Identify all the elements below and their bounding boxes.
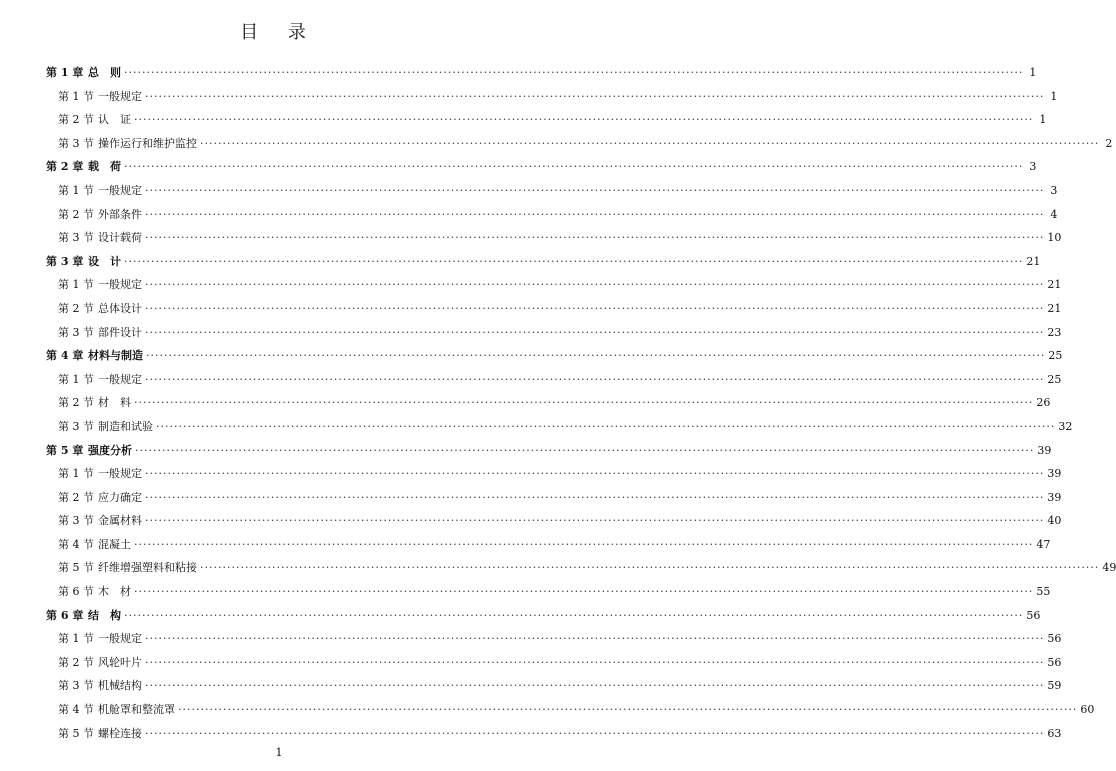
toc-entry-number: 第 5 节 (58, 726, 94, 740)
toc-entry-title: 一般规定 (98, 183, 142, 197)
dot-leader: ········································································································································································································ (146, 349, 1046, 363)
toc-entry-page: 21 (1047, 278, 1062, 292)
dot-leader: ········································································································································································································ (124, 66, 1024, 79)
toc-entry-number: 第 3 章 (46, 254, 84, 268)
toc-entry-page: 60 (1080, 703, 1095, 717)
toc-entry-number: 第 6 章 (46, 608, 84, 622)
dot-leader: ········································································································································································································ (134, 396, 1034, 410)
toc-entry-page: 63 (1047, 726, 1062, 740)
toc-section-row[interactable] (46, 465, 1062, 489)
toc-entry-title: 一般规定 (98, 632, 142, 646)
toc-section-row[interactable] (46, 206, 1058, 230)
toc-entry-page: 26 (1036, 396, 1051, 410)
dot-leader: ········································································································································································································ (134, 113, 1034, 127)
toc-section-row[interactable] (46, 512, 1062, 536)
toc-entry-number: 第 3 节 (58, 231, 94, 245)
toc-entry-number: 第 6 节 (58, 585, 94, 599)
toc-entry-label (58, 418, 153, 434)
dot-leader: ········································································································································································································ (124, 254, 1024, 268)
dot-leader: ········································································································································································································ (145, 490, 1045, 504)
toc-section-row[interactable] (46, 394, 1051, 418)
page-title: 目 录 (240, 22, 318, 43)
toc-entry-page: 39 (1037, 443, 1052, 457)
toc-entry-title: 设计载荷 (98, 231, 142, 245)
toc-entry-title: 载 荷 (88, 160, 121, 174)
toc-entry-label (58, 276, 142, 292)
dot-leader: ········································································································································································································ (200, 561, 1100, 575)
toc-entry-page: 32 (1058, 419, 1073, 433)
toc-entry-label (58, 725, 142, 741)
toc-entry-page: 39 (1047, 490, 1062, 504)
table-of-contents (46, 64, 1116, 748)
toc-entry-page: 49 (1102, 561, 1116, 575)
toc-entry-label (58, 654, 142, 670)
toc-entry-page: 47 (1036, 537, 1051, 551)
toc-entry-label (46, 253, 121, 269)
toc-entry-title: 制造和试验 (98, 419, 153, 433)
toc-chapter-row[interactable] (46, 253, 1041, 277)
toc-entry-page: 40 (1047, 514, 1062, 528)
toc-entry-number: 第 4 节 (58, 537, 94, 551)
dot-leader: ········································································································································································································ (145, 183, 1045, 197)
toc-entry-number: 第 2 节 (58, 396, 94, 410)
toc-section-row[interactable] (46, 276, 1062, 300)
toc-entry-title: 认 证 (98, 113, 131, 127)
dot-leader: ········································································································································································································ (145, 467, 1045, 481)
toc-entry-number: 第 1 节 (58, 278, 94, 292)
toc-entry-label (58, 489, 142, 505)
toc-entry-number: 第 2 节 (58, 490, 94, 504)
toc-entry-label (58, 512, 142, 528)
toc-entry-label (58, 229, 142, 245)
toc-entry-title: 总 则 (88, 66, 121, 79)
toc-entry-title: 应力确定 (98, 490, 142, 504)
toc-section-row[interactable] (46, 182, 1058, 206)
toc-entry-number: 第 3 节 (58, 419, 94, 433)
toc-section-row[interactable] (46, 677, 1062, 701)
toc-entry-number: 第 1 节 (58, 467, 94, 481)
toc-chapter-row[interactable] (46, 607, 1041, 631)
toc-entry-title: 材料与制造 (88, 349, 143, 363)
toc-entry-title: 机舱罩和整流罩 (98, 703, 175, 717)
toc-section-row[interactable] (46, 701, 1095, 725)
toc-entry-label (58, 182, 142, 198)
toc-entry-page: 56 (1047, 655, 1062, 669)
toc-entry-number: 第 3 节 (58, 325, 94, 339)
toc-entry-page: 21 (1047, 301, 1062, 315)
toc-entry-page: 39 (1047, 467, 1062, 481)
toc-section-row[interactable] (46, 418, 1073, 442)
dot-leader: ········································································································································································································ (200, 136, 1100, 150)
toc-entry-page: 1 (1050, 89, 1058, 103)
toc-section-row[interactable] (46, 229, 1062, 253)
toc-entry-page: 2 (1105, 136, 1113, 150)
toc-entry-number: 第 4 节 (58, 703, 94, 717)
toc-entry-title: 金属材料 (98, 514, 142, 528)
toc-section-row[interactable] (46, 583, 1051, 607)
dot-leader: ········································································································································································································ (178, 703, 1078, 717)
toc-section-row[interactable] (46, 371, 1062, 395)
dot-leader: ········································································································································································································ (134, 585, 1034, 599)
toc-entry-number: 第 2 节 (58, 207, 94, 221)
toc-entry-label (58, 206, 142, 222)
toc-chapter-row[interactable] (46, 158, 1037, 182)
toc-chapter-row[interactable] (46, 347, 1063, 371)
toc-section-row[interactable] (46, 489, 1062, 513)
toc-entry-label (58, 88, 142, 104)
dot-leader: ········································································································································································································ (156, 419, 1056, 433)
page-number: 1 (275, 746, 283, 759)
toc-entry-title: 螺栓连接 (98, 726, 142, 740)
dot-leader: ········································································································································································································ (134, 537, 1034, 551)
toc-entry-title: 强度分析 (88, 443, 132, 457)
toc-entry-number: 第 1 节 (58, 89, 94, 103)
toc-section-row[interactable] (46, 135, 1113, 159)
toc-entry-page: 10 (1047, 231, 1062, 245)
dot-leader: ········································································································································································································ (145, 514, 1045, 528)
dot-leader: ········································································································································································································ (145, 372, 1045, 386)
toc-entry-number: 第 3 节 (58, 136, 94, 150)
toc-entry-number: 第 5 节 (58, 561, 94, 575)
toc-entry-title: 材 料 (98, 396, 131, 410)
toc-chapter-row[interactable] (46, 442, 1052, 466)
toc-entry-label (58, 111, 131, 127)
toc-entry-label (58, 465, 142, 481)
dot-leader: ········································································································································································································ (124, 160, 1024, 174)
toc-entry-page: 1 (1039, 113, 1047, 127)
dot-leader: ········································································································································································································ (145, 278, 1045, 292)
toc-entry-label (58, 324, 142, 340)
toc-entry-number: 第 3 节 (58, 514, 94, 528)
dot-leader: ········································································································································································································ (135, 443, 1035, 457)
toc-entry-title: 操作运行和维护监控 (98, 136, 197, 150)
toc-entry-title: 外部条件 (98, 207, 142, 221)
dot-leader: ········································································································································································································ (145, 231, 1045, 245)
toc-entry-title: 一般规定 (98, 467, 142, 481)
toc-section-row[interactable] (46, 536, 1051, 560)
toc-entry-title: 总体设计 (98, 301, 142, 315)
toc-entry-number: 第 2 章 (46, 160, 84, 174)
toc-entry-title: 风轮叶片 (98, 655, 142, 669)
toc-entry-title: 纤维增强塑料和粘接 (98, 561, 197, 575)
toc-entry-label (58, 536, 131, 552)
dot-leader: ········································································································································································································ (124, 608, 1024, 622)
dot-leader: ········································································································································································································ (145, 325, 1045, 339)
toc-entry-page: 25 (1048, 349, 1063, 363)
toc-entry-label (46, 607, 121, 623)
toc-entry-page: 55 (1036, 585, 1051, 599)
toc-section-row[interactable] (46, 725, 1062, 749)
toc-entry-number: 第 1 节 (58, 183, 94, 197)
toc-entry-number: 第 5 章 (46, 443, 84, 457)
toc-entry-number: 第 1 节 (58, 372, 94, 386)
toc-entry-label (46, 158, 121, 174)
dot-leader: ········································································································································································································ (145, 726, 1045, 740)
toc-entry-label (58, 559, 197, 575)
dot-leader: ········································································································································································································ (145, 207, 1045, 221)
toc-section-row[interactable] (46, 324, 1062, 348)
toc-entry-label (58, 701, 175, 717)
toc-entry-title: 一般规定 (98, 89, 142, 103)
dot-leader: ········································································································································································································ (145, 632, 1045, 646)
dot-leader: ········································································································································································································ (145, 655, 1045, 669)
toc-entry-page: 56 (1047, 632, 1062, 646)
toc-entry-label (58, 300, 142, 316)
toc-entry-title: 一般规定 (98, 372, 142, 386)
toc-entry-label (58, 583, 131, 599)
toc-entry-page: 21 (1026, 254, 1041, 268)
toc-entry-label (46, 64, 121, 80)
toc-section-row[interactable] (46, 654, 1062, 678)
toc-section-row[interactable] (46, 630, 1062, 654)
toc-entry-number: 第 3 节 (58, 679, 94, 693)
toc-entry-page: 23 (1047, 325, 1062, 339)
toc-entry-title: 设 计 (88, 254, 121, 268)
toc-entry-label (58, 630, 142, 646)
toc-entry-label (58, 135, 197, 151)
toc-entry-number: 第 2 节 (58, 655, 94, 669)
toc-entry-label (46, 442, 132, 458)
toc-entry-page: 59 (1047, 679, 1062, 693)
toc-entry-number: 第 2 节 (58, 301, 94, 315)
toc-entry-number: 第 2 节 (58, 113, 94, 127)
toc-entry-page: 56 (1026, 608, 1041, 622)
toc-entry-title: 结 构 (88, 608, 121, 622)
toc-entry-title: 一般规定 (98, 278, 142, 292)
toc-entry-label (58, 677, 142, 693)
toc-chapter-row[interactable] (46, 64, 1037, 88)
toc-entry-page: 25 (1047, 372, 1062, 386)
toc-entry-number: 第 1 节 (58, 632, 94, 646)
toc-entry-title: 混凝土 (98, 537, 131, 551)
toc-section-row[interactable] (46, 300, 1062, 324)
toc-entry-title: 木 材 (98, 585, 131, 599)
toc-entry-number: 第 4 章 (46, 349, 84, 363)
toc-entry-page: 1 (1029, 66, 1037, 79)
toc-section-row[interactable] (46, 88, 1058, 112)
toc-entry-number: 第 1 章 (46, 66, 84, 79)
toc-entry-title: 机械结构 (98, 679, 142, 693)
dot-leader: ········································································································································································································ (145, 89, 1045, 103)
dot-leader: ········································································································································································································ (145, 301, 1045, 315)
toc-entry-label (58, 394, 131, 410)
toc-entry-label (58, 371, 142, 387)
toc-entry-page: 3 (1029, 160, 1037, 174)
toc-section-row[interactable] (46, 111, 1047, 135)
toc-entry-page: 3 (1050, 183, 1058, 197)
toc-section-row[interactable] (46, 559, 1116, 583)
dot-leader: ········································································································································································································ (145, 679, 1045, 693)
toc-entry-label (46, 347, 143, 363)
toc-entry-page: 4 (1050, 207, 1058, 221)
toc-entry-title: 部件设计 (98, 325, 142, 339)
